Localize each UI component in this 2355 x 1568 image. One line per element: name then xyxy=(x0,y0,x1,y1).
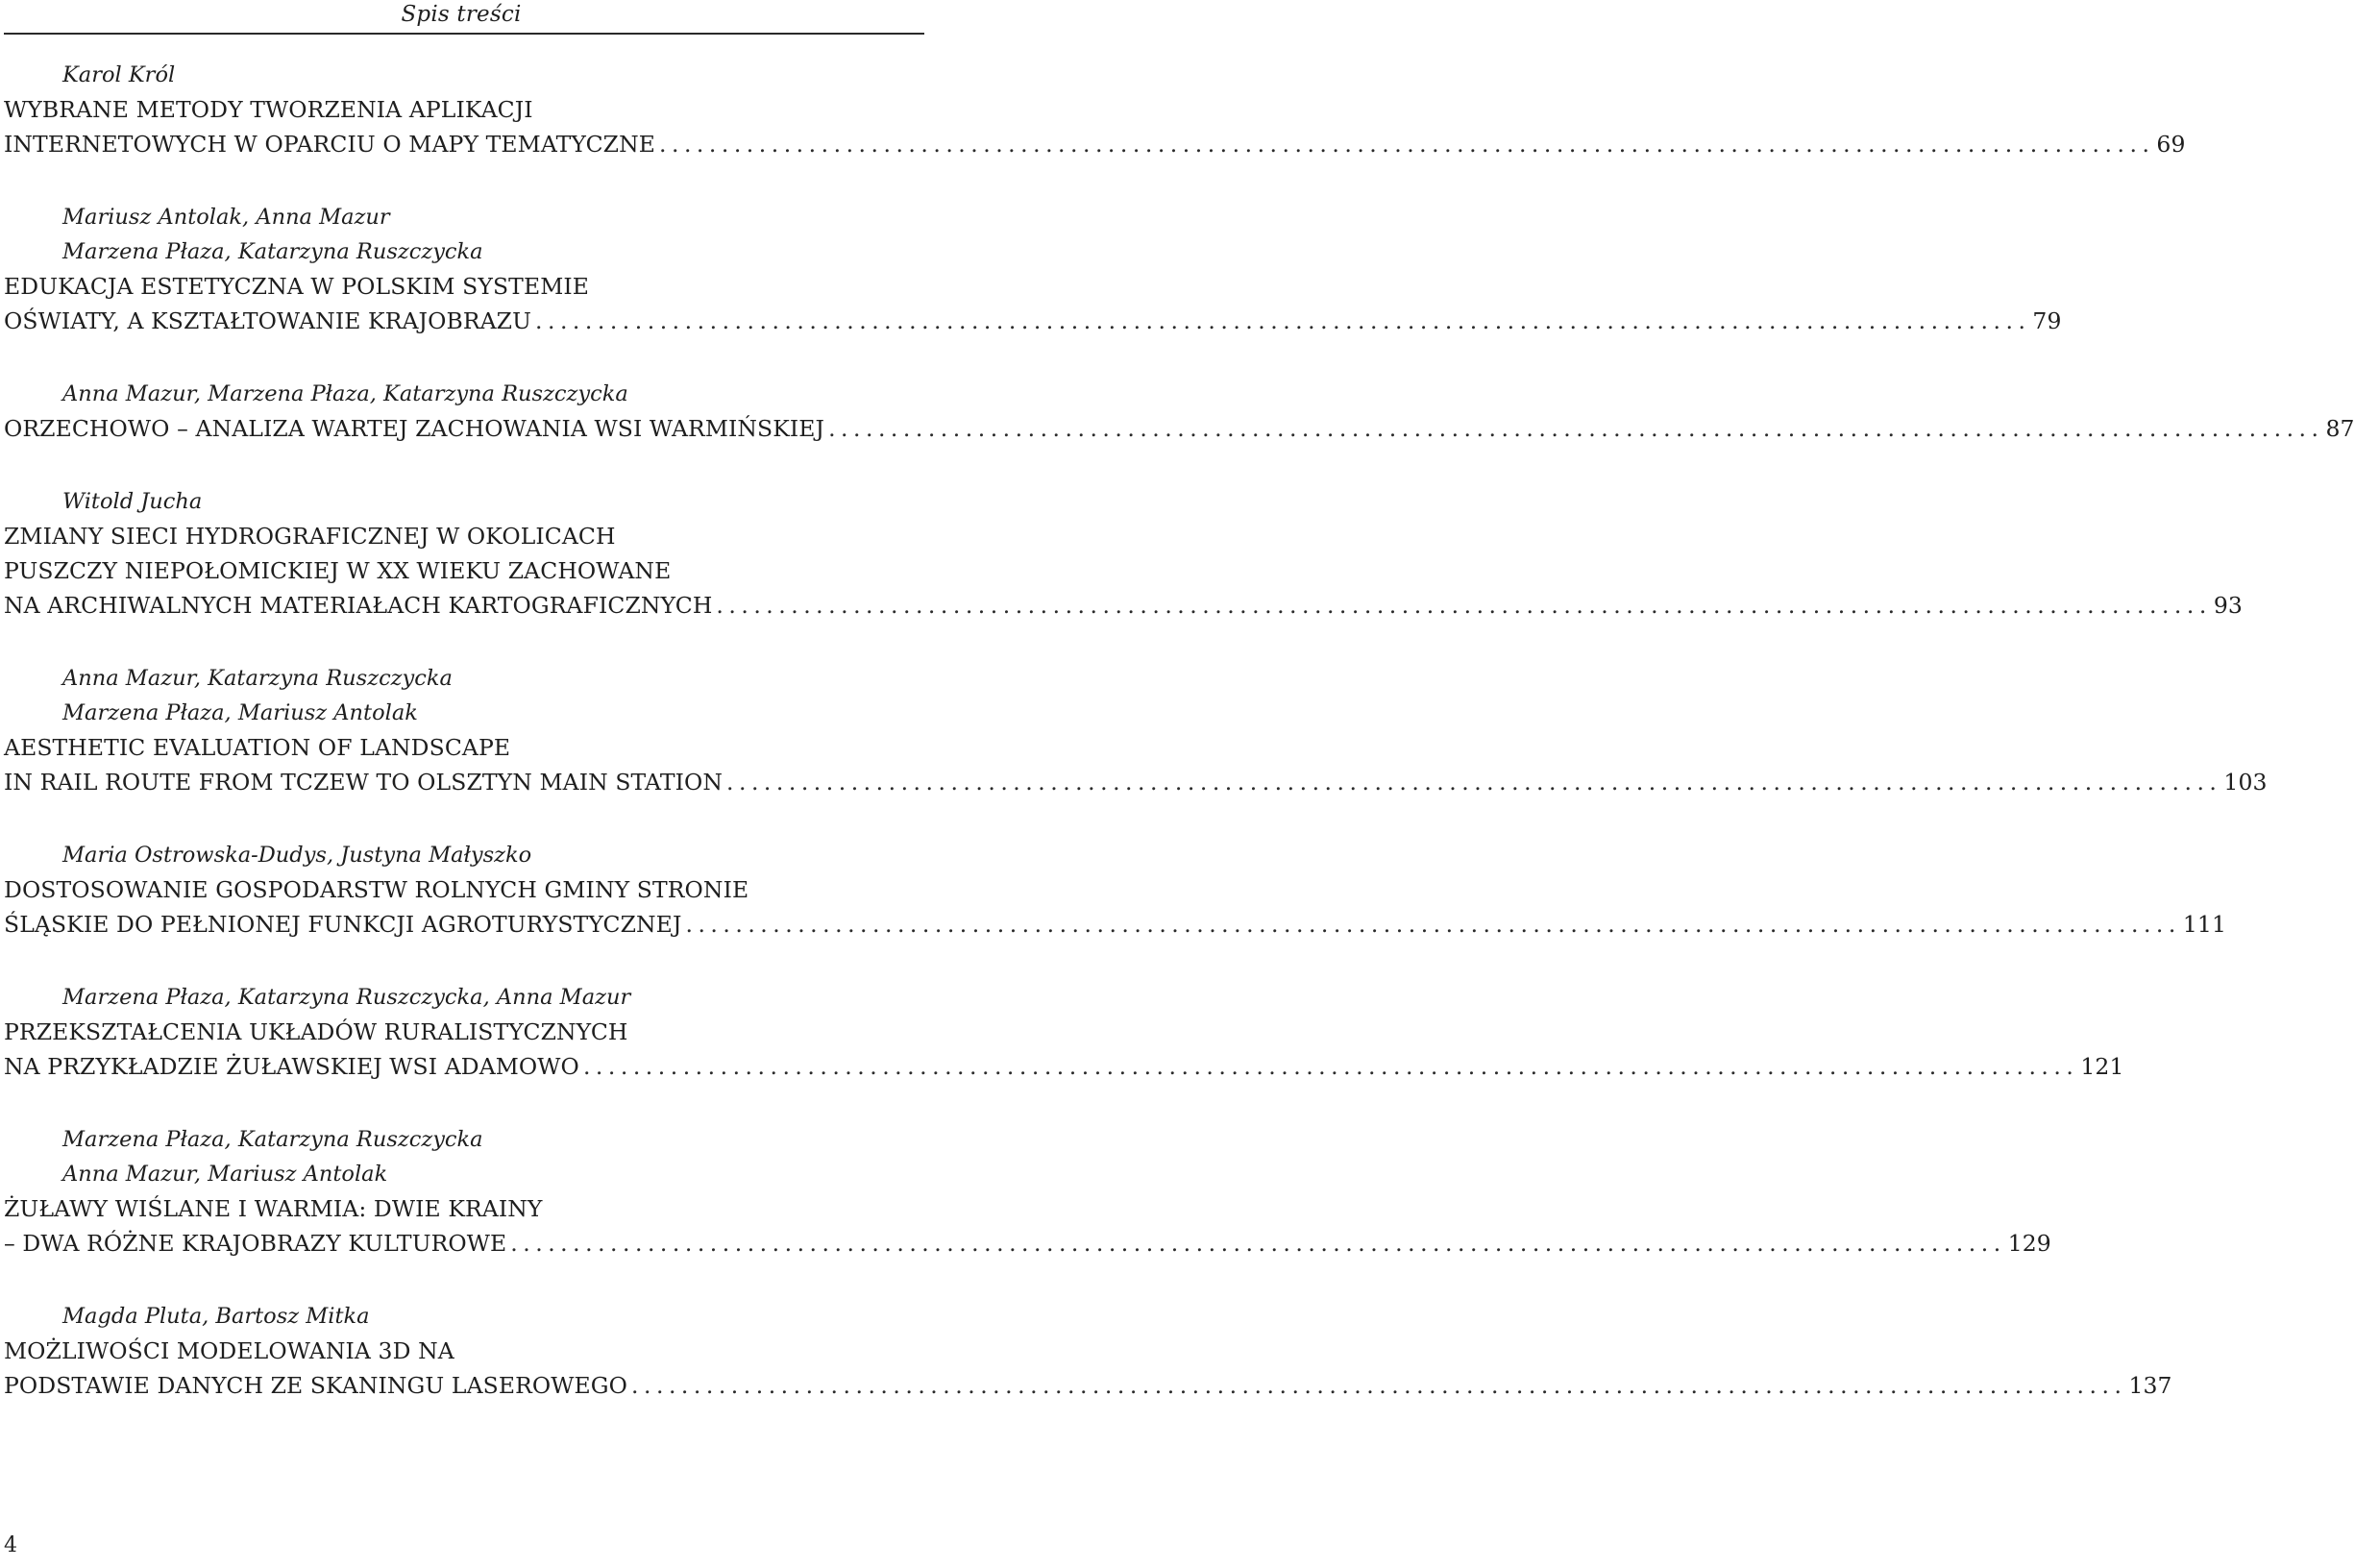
entry-title-final-line xyxy=(4,1368,2172,1403)
header-title: Spis treści xyxy=(401,2,522,27)
entry-title-line: PODSTAWIE DANYCH ZE SKANINGU LASEROWEGO xyxy=(4,1372,628,1399)
entry-authors: Magda Pluta, Bartosz Mitka xyxy=(62,1304,370,1329)
entry-title-line: IN RAIL ROUTE FROM TCZEW TO OLSZTYN MAIN STATION xyxy=(4,769,723,796)
entry-page-number: 103 xyxy=(2223,769,2268,796)
entry-page-number: 69 xyxy=(2156,131,2186,158)
entry-authors: Anna Mazur, Katarzyna Ruszczycka xyxy=(62,666,453,691)
entry-authors: Marzena Płaza, Katarzyna Ruszczycka xyxy=(62,1127,483,1152)
entry-title-final-line xyxy=(4,1049,2124,1084)
entry-title-line: DOSTOSOWANIE GOSPODARSTW ROLNYCH GMINY STRONIE xyxy=(4,876,749,903)
header-rule xyxy=(4,33,924,35)
entry-page-number: 111 xyxy=(2182,911,2227,938)
dot-leader: ........................................................................................................................ xyxy=(510,1230,2006,1257)
toc-entry xyxy=(4,661,2268,799)
entry-title-line: ZMIANY SIECI HYDROGRAFICZNEJ W OKOLICACH xyxy=(4,523,616,550)
entry-title-line: ŻUŁAWY WIŚLANE I WARMIA: DWIE KRAINY xyxy=(4,1195,543,1222)
entry-authors: Marzena Płaza, Mariusz Antolak xyxy=(62,700,418,725)
toc-entry xyxy=(4,838,2227,942)
entry-page-number: 79 xyxy=(2032,307,2062,334)
entry-title-line: MOŻLIWOŚCI MODELOWANIA 3D NA xyxy=(4,1337,454,1364)
dot-leader: ........................................................................................................................ xyxy=(726,769,2222,796)
entry-authors: Anna Mazur, Mariusz Antolak xyxy=(62,1162,388,1187)
dot-leader: ........................................................................................................................ xyxy=(685,911,2181,938)
dot-leader: ........................................................................................................................ xyxy=(535,307,2031,334)
dot-leader: ........................................................................................................................ xyxy=(716,592,2212,619)
dot-leader: ........................................................................................................................ xyxy=(631,1372,2127,1399)
entry-title-line: ŚLĄSKIE DO PEŁNIONEJ FUNKCJI AGROTURYSTYCZNEJ xyxy=(4,911,682,938)
dot-leader: ........................................................................................................................ xyxy=(659,131,2155,158)
entry-title-line: ORZECHOWO – ANALIZA WARTEJ ZACHOWANIA WSI WARMIŃSKIEJ xyxy=(4,415,825,442)
toc-entry xyxy=(4,58,2186,161)
entry-title-final-line xyxy=(4,411,2355,446)
entry-title-final-line xyxy=(4,127,2186,161)
toc-entry xyxy=(4,1299,2172,1403)
entry-title-line: PRZEKSZTAŁCENIA UKŁADÓW RURALISTYCZNYCH xyxy=(4,1018,628,1045)
entry-title-line: WYBRANE METODY TWORZENIA APLIKACJI xyxy=(4,96,533,123)
entry-title-final-line xyxy=(4,765,2268,799)
dot-leader: ........................................................................................................................ xyxy=(828,415,2324,442)
entry-page-number: 121 xyxy=(2080,1053,2124,1080)
entry-title-line: AESTHETIC EVALUATION OF LANDSCAPE xyxy=(4,734,511,761)
entry-page-number: 87 xyxy=(2325,415,2355,442)
entry-page-number: 137 xyxy=(2128,1372,2172,1399)
entry-authors: Maria Ostrowska-Dudys, Justyna Małyszko xyxy=(62,843,532,868)
entry-title-final-line xyxy=(4,304,2062,338)
entry-authors: Anna Mazur, Marzena Płaza, Katarzyna Ruszczycka xyxy=(62,381,628,406)
entry-title-final-line xyxy=(4,588,2243,623)
toc-entry xyxy=(4,377,2355,446)
toc-entry xyxy=(4,484,2243,623)
entry-authors: Karol Król xyxy=(62,62,176,87)
entry-title-line: OŚWIATY, A KSZTAŁTOWANIE KRAJOBRAZU xyxy=(4,307,532,334)
table-of-contents xyxy=(4,58,2355,1441)
dot-leader: ........................................................................................................................ xyxy=(582,1053,2079,1080)
entry-page-number: 93 xyxy=(2213,592,2243,619)
entry-title-line: NA PRZYKŁADZIE ŻUŁAWSKIEJ WSI ADAMOWO xyxy=(4,1053,579,1080)
entry-title-line: EDUKACJA ESTETYCZNA W POLSKIM SYSTEMIE xyxy=(4,273,590,300)
entry-title-final-line xyxy=(4,1226,2051,1261)
toc-entry xyxy=(4,980,2124,1084)
entry-page-number: 129 xyxy=(2007,1230,2051,1257)
entry-title-line: – DWA RÓŻNE KRAJOBRAZY KULTUROWE xyxy=(4,1230,507,1257)
entry-title-line: PUSZCZY NIEPOŁOMICKIEJ W XX WIEKU ZACHOWANE xyxy=(4,557,672,584)
entry-authors: Witold Jucha xyxy=(62,489,203,514)
entry-authors: Marzena Płaza, Katarzyna Ruszczycka xyxy=(62,239,483,264)
toc-entry xyxy=(4,1122,2051,1261)
toc-entry xyxy=(4,200,2062,338)
entry-title-line: NA ARCHIWALNYCH MATERIAŁACH KARTOGRAFICZNYCH xyxy=(4,592,713,619)
entry-authors: Marzena Płaza, Katarzyna Ruszczycka, Anna Mazur xyxy=(62,985,631,1010)
entry-title-line: INTERNETOWYCH W OPARCIU O MAPY TEMATYCZNE xyxy=(4,131,656,158)
page-number: 4 xyxy=(4,1533,17,1557)
entry-authors: Mariusz Antolak, Anna Mazur xyxy=(62,205,390,230)
entry-title-final-line xyxy=(4,907,2227,942)
